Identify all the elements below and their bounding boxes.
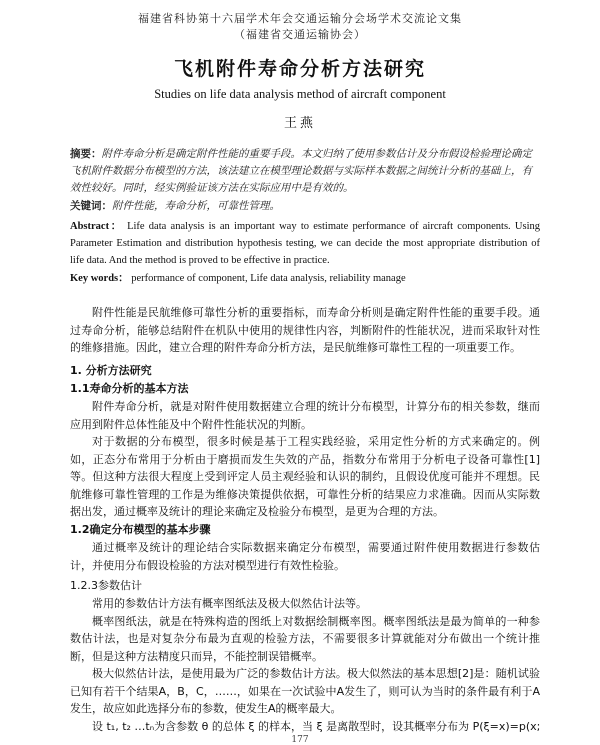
keywords-en-text: performance of component, Life data analysis, reliability manage bbox=[131, 273, 406, 284]
section-heading-1-2: 1.2确定分布模型的基本步骤 bbox=[70, 523, 211, 536]
intro-paragraph bbox=[70, 304, 540, 357]
keywords-cn bbox=[70, 198, 540, 215]
section-heading-1-2-3: 1.2.3参数估计 bbox=[70, 579, 142, 592]
section-heading-1: 1. 分析方法研究 bbox=[70, 364, 152, 377]
abstract-en-label: Abstract： bbox=[70, 221, 123, 232]
abstract-cn-text: 附件寿命分析是确定附件性能的重要手段。本文归纳了使用参数估计及分布假设检验理论确定飞机附件数据分布模型的方法，该法建立在模型理论数据与实际样本数据之间统计分析的基础上，有效性较好。同时，经实例验证该方法在实际应用中是有效的。 bbox=[70, 148, 532, 194]
running-header-subtitle: （福建省交通运输协会） bbox=[234, 28, 366, 41]
abstract-cn-label: 摘要： bbox=[70, 148, 102, 160]
keywords-en bbox=[70, 270, 540, 287]
paper-title: 飞机附件寿命分析方法研究 bbox=[173, 58, 426, 80]
paragraph-3: 通过概率及统计的理论结合实际数据来确定分布模型，需要通过附件使用数据进行参数估计，并使用分布假设检验的方法对模型进行有效性检验。 bbox=[70, 541, 540, 572]
english-title: Studies on life data analysis method of aircraft component bbox=[154, 87, 446, 101]
intro-text: 附件性能是民航维修可靠性分析的重要指标，而寿命分析则是确定附件性能的重要手段。通过寿命分析，能够总结附件在机队中使用的规律性内容，判断附件的性能状况，进而采取针对性的维修措施。因此，建立合理的附件寿命分析方法，是民航维修可靠性工程的一项重要工作。 bbox=[70, 306, 540, 354]
keywords-cn-text: 附件性能，寿命分析，可靠性管理。 bbox=[112, 200, 280, 212]
abstract-en-text: Life data analysis is an important way to estimate performance of aircraft components. Using Parameter Estimation and distribution hypothesis testing, we can decide the most appropriate distribution of life data. And the method is proved to be effective in practice. bbox=[70, 221, 541, 266]
paragraph-7: 设 t₁, t₂ …tₙ为含参数 θ 的总体 ξ 的样本，当 ξ 是离散型时，设其概率分布为 P(ξ=x)=p(x; bbox=[92, 719, 540, 733]
section-heading-1-1: 1.1寿命分析的基本方法 bbox=[70, 382, 189, 395]
body-block-3 bbox=[70, 595, 540, 735]
running-header: 福建省科协第十六届学术年会交通运输分会场学术交流论文集 bbox=[138, 12, 462, 25]
author: 王燕 bbox=[283, 116, 316, 131]
page-number: 177 bbox=[291, 735, 309, 745]
abstract-en bbox=[70, 218, 540, 269]
body-block-1 bbox=[70, 398, 540, 521]
abstract-cn bbox=[70, 146, 540, 197]
paragraph-4: 常用的参数估计方法有概率图纸法及极大似然估计法等。 bbox=[92, 597, 367, 610]
paragraph-1: 附件寿命分析，就是对附件使用数据建立合理的统计分布模型，计算分布的相关参数，继而应用到附件总体性能及中个附件性能状况的判断。 bbox=[70, 400, 540, 431]
paragraph-6: 极大似然估计法，是使用最为广泛的参数估计方法。极大似然法的基本思想[2]是：随机试验已知有若干个结果A，B，C，……，如果在一次试验中A发生了，则可认为当时的条件最有利于A发生，故应如此选择分布的参数，使发生A的概率最大。 bbox=[70, 667, 540, 715]
paragraph-2: 对于数据的分布模型，很多时候是基于工程实践经验，采用定性分析的方式来确定的。例如，正态分布常用于分析由于磨损而发生失效的产品，指数分布常用于分析电子设备可靠性[1]等。但这种方法很大程度上受到评定人员主观经验和认识的制约，且假设优度可能并不理想。民航维修可靠性管理的工作是为维修决策提供依据，可靠性分析的结果应力求准确。因而从实际数据出发，通过概率及统计的理论来确定及检验分布模型，是更为合理的方法。 bbox=[70, 435, 540, 518]
keywords-en-label: Key words： bbox=[70, 273, 129, 284]
body-block-2 bbox=[70, 539, 540, 574]
paragraph-5: 概率图纸法，就是在特殊构造的图纸上对数据绘制概率图。概率图纸法是最为简单的一种参数估计法，也是对复杂分布最为直观的检验方法，不需要很多计算就能对分布做出一个统计推断，但是这种方法精度只而异，不能控制误错概率。 bbox=[70, 614, 540, 663]
keywords-cn-label: 关键词： bbox=[70, 200, 112, 212]
